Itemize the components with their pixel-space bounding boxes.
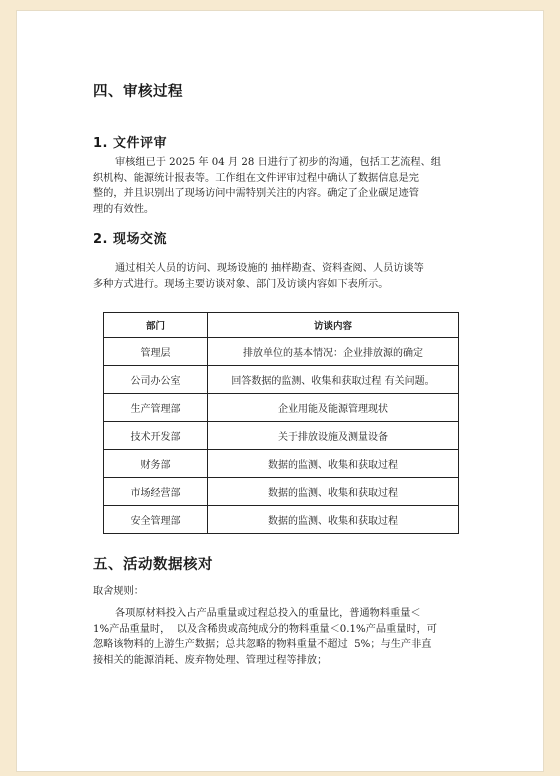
department-cell: 管理层 — [104, 338, 208, 366]
selection-rule-label: 取舍规则： — [93, 586, 144, 597]
paragraph-line: 理的有效性。 — [93, 203, 155, 215]
table-row — [104, 422, 459, 450]
paragraph-line: 多种方式进行。现场主要访谈对象、部门及访谈内容如下表所示。 — [93, 278, 389, 290]
interview-content-cell: 数据的监测、收集和获取过程 — [208, 478, 459, 506]
department-cell: 财务部 — [104, 450, 208, 478]
table-row — [104, 506, 459, 534]
activity-data-paragraph — [93, 606, 473, 668]
interview-content-cell: 排放单位的基本情况：企业排放源的确定 — [208, 338, 459, 366]
table-row — [104, 450, 459, 478]
paragraph-line: 接相关的能源消耗、废弃物处理、管理过程等排放； — [93, 654, 328, 666]
interview-content-cell: 回答数据的监测、收集和获取过程 有关问题。 — [208, 366, 459, 394]
section-4-title: 四、审核过程 — [93, 84, 183, 100]
interview-content-cell: 数据的监测、收集和获取过程 — [208, 450, 459, 478]
paragraph-line: 1%产品重量时， 以及含稀贵或高纯成分的物料重量＜0.1%产品重量时，可 — [93, 623, 437, 635]
paragraph-line: 忽略该物料的上游生产数据；总共忽略的物料重量不超过 5%；与生产非直 — [93, 639, 432, 650]
paragraph-line: 整的，并且识别出了现场访问中需特别关注的内容。确定了企业碳足迹管 — [93, 188, 419, 199]
column-header-interview-content: 访谈内容 — [208, 313, 459, 338]
table-row — [104, 394, 459, 422]
department-cell: 公司办公室 — [104, 366, 208, 394]
interview-table — [103, 312, 459, 534]
section-5-title: 五、活动数据核对 — [93, 557, 213, 573]
department-cell: 安全管理部 — [104, 506, 208, 534]
table-row — [104, 366, 459, 394]
subsection-site-exchange-title: 2. 现场交流 — [93, 232, 168, 247]
interview-content-cell: 数据的监测、收集和获取过程 — [208, 506, 459, 534]
site-exchange-paragraph — [93, 261, 473, 292]
department-cell: 技术开发部 — [104, 422, 208, 450]
column-header-department: 部门 — [104, 313, 208, 338]
table-row — [104, 338, 459, 366]
paragraph-line: 通过相关人员的访问、现场设施的 抽样勘查、资料查阅、人员访谈等 — [115, 263, 424, 274]
paragraph-line: 各项原材料投入占产品重量或过程总投入的重量比，普通物料重量＜ — [115, 608, 421, 619]
document-page — [16, 10, 544, 772]
interview-content-cell: 关于排放设施及测量设备 — [208, 422, 459, 450]
department-cell: 市场经营部 — [104, 478, 208, 506]
file-review-paragraph — [93, 155, 473, 217]
paragraph-line: 织机构、能源统计报表等。工作组在文件评审过程中确认了数据信息是完 — [93, 172, 419, 184]
department-cell: 生产管理部 — [104, 394, 208, 422]
interview-content-cell: 企业用能及能源管理现状 — [208, 394, 459, 422]
subsection-file-review-title: 1. 文件评审 — [93, 136, 168, 151]
table-header-row — [104, 313, 459, 338]
table-row — [104, 478, 459, 506]
paragraph-line: 审核组已于 2025 年 04 月 28 日进行了初步的沟通，包括工艺流程、组 — [115, 157, 441, 168]
